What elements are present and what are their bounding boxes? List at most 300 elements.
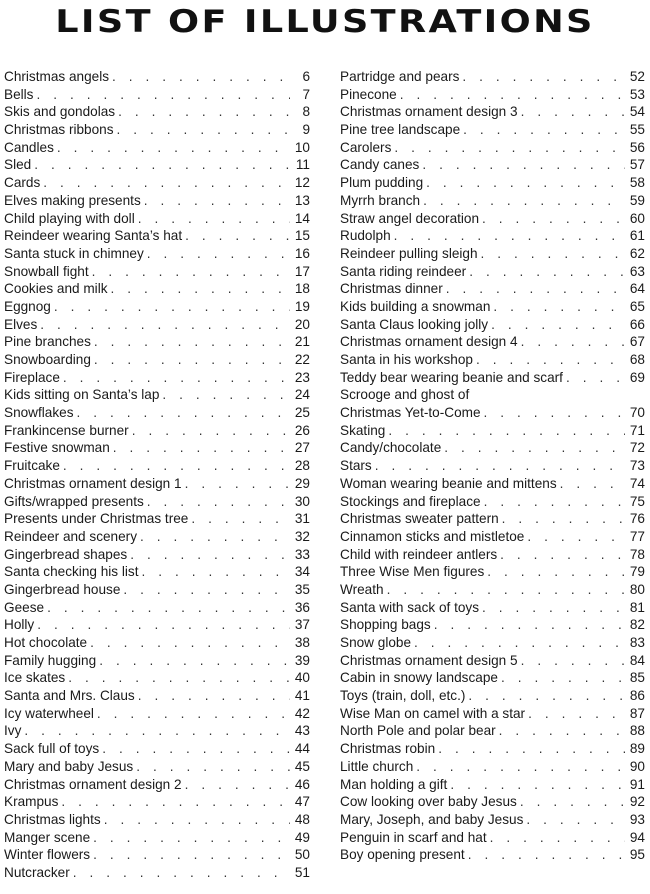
dot-leader (94, 705, 290, 723)
dot-leader (517, 793, 625, 811)
illustration-entry (340, 758, 645, 776)
illustration-title: Christmas robin (340, 741, 436, 757)
illustration-entry (340, 793, 645, 811)
dot-leader (487, 829, 625, 847)
page-number: 30 (294, 493, 310, 509)
page-number: 11 (295, 157, 310, 173)
dot-leader (87, 634, 290, 652)
illustration-entry (4, 634, 310, 652)
dot-leader (182, 475, 290, 493)
page-number: 9 (302, 122, 310, 138)
page-number: 19 (294, 298, 310, 314)
illustration-title: Gifts/wrapped presents (4, 493, 144, 509)
illustration-title: Elves (4, 316, 38, 332)
illustration-title: Santa checking his list (4, 564, 139, 580)
illustration-title: Mary and baby Jesus (4, 758, 134, 774)
illustration-title: Penguin in scarf and hat (340, 829, 487, 845)
illustration-title: Skis and gondolas (4, 104, 116, 120)
illustration-entry (4, 475, 310, 493)
dot-leader (481, 493, 625, 511)
illustration-title: Christmas ornament design 3 (340, 104, 518, 120)
illustration-title: Rudolph (340, 228, 391, 244)
page-number: 6 (302, 69, 310, 84)
dot-leader (70, 864, 290, 882)
illustration-entry (4, 740, 310, 758)
illustration-entry (4, 758, 310, 776)
dot-leader (423, 174, 625, 192)
page-number: 63 (629, 263, 645, 279)
dot-leader (459, 68, 625, 86)
illustration-title: Fireplace (4, 369, 60, 385)
dot-leader (144, 245, 290, 263)
dot-leader (114, 121, 290, 139)
illustration-title: Presents under Christmas tree (4, 511, 189, 527)
page-number: 94 (629, 829, 645, 845)
illustration-entry (340, 634, 645, 652)
dot-leader (411, 634, 625, 652)
dot-leader (188, 510, 290, 528)
illustration-entry (4, 103, 310, 121)
illustration-title: Wreath (340, 581, 384, 597)
illustration-title: Kids building a snowman (340, 298, 491, 314)
illustration-entry (340, 776, 645, 794)
illustration-entry (340, 139, 645, 157)
illustration-entry (4, 333, 310, 351)
page-number: 43 (294, 723, 310, 739)
page-number: 8 (302, 104, 310, 120)
page-number: 76 (629, 511, 645, 527)
page-number: 48 (294, 811, 310, 827)
illustration-entry (340, 722, 645, 740)
dot-leader (385, 422, 625, 440)
illustration-entry (340, 386, 645, 421)
illustration-title: Skating (340, 422, 386, 438)
illustrations-list-left (4, 68, 310, 882)
illustration-title: Stockings and fireplace (340, 493, 481, 509)
illustration-title: Ivy (4, 723, 22, 739)
illustration-entry (4, 316, 310, 334)
dot-leader (135, 210, 290, 228)
illustration-title: Man holding a gift (340, 776, 448, 792)
dot-leader (498, 669, 625, 687)
illustration-title: Kids sitting on Santa’s lap (4, 387, 160, 403)
dot-leader (21, 722, 290, 740)
dot-leader (137, 528, 290, 546)
illustration-title: Candy canes (340, 157, 420, 173)
page-number: 66 (629, 316, 645, 332)
illustration-title: Christmas ornament design 2 (4, 776, 182, 792)
page-number: 41 (294, 688, 310, 704)
page-number: 81 (629, 599, 645, 615)
page-number: 40 (294, 670, 310, 686)
illustration-title: Eggnog (4, 298, 51, 314)
page-number: 46 (294, 776, 310, 792)
illustration-title: Fruitcake (4, 458, 60, 474)
illustration-title: Cinnamon sticks and mistletoe (340, 528, 525, 544)
illustration-entry (340, 245, 645, 263)
page-number: 78 (629, 546, 645, 562)
illustration-title: Cards (4, 175, 41, 191)
page-number: 83 (629, 635, 645, 651)
page-number: 24 (294, 387, 310, 403)
dot-leader (496, 722, 625, 740)
illustration-entry (4, 386, 310, 404)
dot-leader (51, 298, 290, 316)
dot-leader (490, 298, 625, 316)
page-number: 68 (629, 352, 645, 367)
dot-leader (465, 846, 625, 864)
dot-leader (90, 829, 290, 847)
illustration-entry (340, 263, 645, 281)
page-number: 89 (629, 741, 645, 757)
page-number: 71 (629, 422, 645, 438)
dot-leader (101, 811, 290, 829)
page-number: 44 (294, 741, 310, 757)
dot-leader (129, 422, 290, 440)
page-number: 18 (294, 281, 310, 297)
illustration-entry (340, 351, 645, 369)
page-number: 88 (629, 723, 645, 739)
page-number: 12 (294, 175, 310, 191)
dot-leader (384, 581, 625, 599)
dot-leader (397, 86, 625, 104)
illustration-title: Teddy bear wearing beanie and scarf (340, 369, 563, 385)
dot-leader (60, 369, 290, 387)
illustration-entry (340, 811, 645, 829)
page-number: 85 (629, 670, 645, 686)
illustration-entry (340, 210, 645, 228)
page-number: 29 (294, 475, 310, 491)
illustration-title: Sack full of toys (4, 741, 100, 757)
page-number: 72 (629, 440, 645, 456)
illustration-title: Santa and Mrs. Claus (4, 688, 135, 704)
illustration-entry (4, 546, 310, 564)
page-number: 49 (294, 829, 310, 845)
illustration-title: Bells (4, 86, 34, 102)
page-number: 90 (629, 758, 645, 774)
illustration-entry (340, 669, 645, 687)
illustration-title: Christmas ornament design 5 (340, 652, 518, 668)
dot-leader (34, 616, 290, 634)
page-title: LIST OF ILLUSTRATIONS (55, 4, 595, 40)
dot-leader (478, 245, 625, 263)
dot-leader (120, 581, 290, 599)
illustration-entry (4, 422, 310, 440)
page-number: 28 (294, 458, 310, 474)
page-number: 92 (629, 794, 645, 810)
illustration-entry (4, 864, 310, 882)
page-number: 54 (629, 104, 645, 120)
page-number: 56 (629, 139, 645, 155)
dot-leader (159, 386, 290, 404)
illustration-entry (4, 493, 310, 511)
page-number: 75 (629, 493, 645, 509)
illustration-title: Santa with sack of toys (340, 599, 480, 615)
illustration-title: Carolers (340, 139, 392, 155)
illustration-entry (4, 652, 310, 670)
page-number: 57 (629, 157, 645, 173)
page-number: 26 (294, 422, 310, 438)
illustration-title: Reindeer pulling sleigh (340, 245, 478, 261)
illustration-title: Christmas dinner (340, 281, 443, 297)
illustration-entry (340, 510, 645, 528)
page-number: 51 (294, 864, 310, 880)
illustration-title: Pinecone (340, 86, 397, 102)
dot-leader (481, 404, 625, 422)
dot-leader (40, 174, 290, 192)
dot-leader (479, 210, 625, 228)
illustration-title: Three Wise Men figures (340, 564, 485, 580)
illustration-entry (340, 740, 645, 758)
page-number: 91 (629, 776, 645, 792)
illustration-entry (340, 316, 645, 334)
illustration-title: Ice skates (4, 670, 66, 686)
illustration-title: Candy/chocolate (340, 440, 442, 456)
illustration-title: Straw angel decoration (340, 210, 480, 226)
illustration-entry (340, 280, 645, 298)
page-number: 10 (294, 139, 310, 155)
dot-leader (127, 546, 290, 564)
page-number: 86 (629, 688, 645, 704)
page-number: 55 (629, 122, 645, 138)
page-number: 67 (629, 334, 645, 350)
illustration-entry (340, 599, 645, 617)
illustration-entry (4, 439, 310, 457)
page-number: 45 (294, 758, 310, 774)
page-number: 27 (294, 440, 310, 456)
illustration-title: Manger scene (4, 829, 91, 845)
illustration-entry (340, 156, 645, 174)
dot-leader (133, 758, 290, 776)
illustration-entry (4, 846, 310, 864)
page-number: 59 (629, 192, 645, 208)
dot-leader (465, 687, 625, 705)
illustration-title: Elves making presents (4, 192, 141, 208)
dot-leader (44, 599, 290, 617)
dot-leader (524, 528, 625, 546)
page-number: 39 (294, 652, 310, 668)
illustration-title: Nutcracker (4, 864, 70, 880)
illustration-title: Boy opening present (340, 847, 465, 863)
dot-leader (557, 475, 625, 493)
illustration-entry (340, 705, 645, 723)
illustration-title: Cabin in snowy landscape (340, 670, 498, 686)
page-number: 61 (629, 228, 645, 244)
illustration-title: Mary, Joseph, and baby Jesus (340, 811, 524, 827)
illustration-title: Wise Man on camel with a star (340, 705, 526, 721)
illustration-entry (4, 174, 310, 192)
illustration-entry (4, 263, 310, 281)
dot-leader (518, 333, 625, 351)
illustration-title: Christmas lights (4, 811, 101, 827)
illustration-entry (4, 722, 310, 740)
illustration-entry (340, 563, 645, 581)
dot-leader (37, 316, 290, 334)
dot-leader (90, 846, 290, 864)
dot-leader (74, 404, 290, 422)
page-number: 36 (294, 599, 310, 615)
illustration-title: Snowball fight (4, 263, 89, 279)
dot-leader (91, 333, 290, 351)
dot-leader (518, 103, 625, 121)
illustration-entry (4, 227, 310, 245)
illustration-title: Snowboarding (4, 352, 91, 367)
dot-leader (563, 369, 625, 387)
illustration-entry (4, 121, 310, 139)
illustration-entry (4, 139, 310, 157)
illustration-entry (4, 563, 310, 581)
dot-leader (65, 669, 290, 687)
page-number: 60 (629, 210, 645, 226)
illustration-entry (4, 369, 310, 387)
page-number: 50 (294, 847, 310, 863)
illustration-entry (340, 846, 645, 864)
dot-leader (144, 493, 290, 511)
page-number: 58 (629, 175, 645, 191)
illustration-entry (340, 475, 645, 493)
illustration-title: Snowflakes (4, 405, 74, 421)
illustration-title: Pine branches (4, 334, 91, 350)
dot-leader (466, 263, 625, 281)
illustration-title: Cow looking over baby Jesus (340, 794, 517, 810)
illustration-entry (4, 776, 310, 794)
illustration-entry (4, 599, 310, 617)
dot-leader (518, 652, 625, 670)
illustration-entry (340, 192, 645, 210)
dot-leader (499, 510, 625, 528)
page-number: 53 (629, 86, 645, 102)
illustrations-list-right (340, 68, 645, 864)
illustration-entry (340, 457, 645, 475)
page-number: 20 (294, 316, 310, 332)
dot-leader (91, 351, 290, 369)
illustration-title: Santa in his workshop (340, 352, 473, 367)
illustration-entry (4, 457, 310, 475)
illustration-entry (340, 528, 645, 546)
illustration-title: Plum pudding (340, 175, 424, 191)
dot-leader (391, 227, 625, 245)
illustration-entry (4, 705, 310, 723)
page-number: 74 (629, 475, 645, 491)
page-number: 17 (294, 263, 310, 279)
dot-leader (484, 563, 625, 581)
illustration-entry (340, 174, 645, 192)
page-number: 37 (294, 617, 310, 633)
illustration-title: Child with reindeer antlers (340, 546, 498, 562)
illustration-title: Pine tree landscape (340, 122, 461, 138)
illustration-entry (4, 829, 310, 847)
dot-leader (182, 227, 290, 245)
page-number: 65 (629, 298, 645, 314)
dot-leader (420, 192, 625, 210)
illustration-entry (340, 369, 645, 387)
illustration-title: Hot chocolate (4, 635, 88, 650)
illustration-entry (340, 829, 645, 847)
page-number: 35 (294, 581, 310, 597)
page-number: 87 (629, 705, 645, 721)
illustration-title: Family hugging (4, 652, 97, 668)
illustration-entry (4, 793, 310, 811)
illustration-title: Candles (4, 139, 54, 155)
illustration-entry (4, 669, 310, 687)
page-number: 52 (629, 69, 645, 84)
illustration-title: Reindeer and scenery (4, 528, 137, 544)
dot-leader (141, 192, 290, 210)
illustration-entry (340, 68, 645, 86)
page-number: 77 (629, 528, 645, 544)
illustration-title: Reindeer wearing Santa’s hat (4, 228, 183, 244)
dot-leader (372, 457, 625, 475)
dot-leader (523, 811, 625, 829)
dot-leader (497, 546, 625, 564)
page-number: 62 (629, 245, 645, 261)
page-number: 7 (302, 86, 310, 102)
dot-leader (488, 316, 625, 334)
illustration-title: Frankincense burner (4, 422, 129, 438)
illustration-entry (4, 192, 310, 210)
illustration-entry (4, 245, 310, 263)
dot-leader (54, 139, 290, 157)
illustration-title: Winter flowers (4, 847, 91, 863)
illustration-entry (4, 280, 310, 298)
page-number: 15 (294, 228, 310, 244)
illustration-title: Christmas ornament design 1 (4, 475, 182, 491)
dot-leader (443, 280, 625, 298)
dot-leader (413, 758, 625, 776)
page-number: 16 (294, 245, 310, 261)
illustration-entry (340, 493, 645, 511)
illustration-title: North Pole and polar bear (340, 723, 496, 739)
illustration-title: Toys (train, doll, etc.) (340, 688, 466, 704)
dot-leader (419, 156, 625, 174)
page-number: 21 (294, 334, 310, 350)
illustration-entry (4, 581, 310, 599)
illustration-entry (4, 68, 310, 86)
illustration-entry (340, 616, 645, 634)
illustration-entry (340, 333, 645, 351)
illustration-title: Geese (4, 599, 45, 615)
illustration-entry (340, 121, 645, 139)
dot-leader (58, 793, 290, 811)
dot-leader (525, 705, 625, 723)
illustration-title: Icy waterwheel (4, 705, 94, 721)
illustration-title: Santa stuck in chimney (4, 245, 144, 261)
dot-leader (447, 776, 625, 794)
illustration-entry (340, 422, 645, 440)
illustration-entry (4, 528, 310, 546)
page-number: 82 (629, 617, 645, 633)
dot-leader (435, 740, 625, 758)
page-number: 34 (294, 564, 310, 580)
illustration-entry (340, 227, 645, 245)
dot-leader (135, 687, 290, 705)
page-number: 69 (629, 369, 645, 385)
illustration-title: Sled (4, 157, 32, 173)
illustration-title: Cookies and milk (4, 281, 108, 297)
illustration-entry (4, 811, 310, 829)
illustration-entry (4, 86, 310, 104)
dot-leader (109, 68, 290, 86)
page-number: 47 (294, 794, 310, 810)
illustration-entry (340, 439, 645, 457)
page-number: 93 (629, 811, 645, 827)
page-number: 42 (294, 705, 310, 721)
illustration-title: Little church (340, 758, 414, 774)
dot-leader (110, 439, 290, 457)
dot-leader (139, 563, 291, 581)
dot-leader (31, 156, 290, 174)
dot-leader (99, 740, 290, 758)
